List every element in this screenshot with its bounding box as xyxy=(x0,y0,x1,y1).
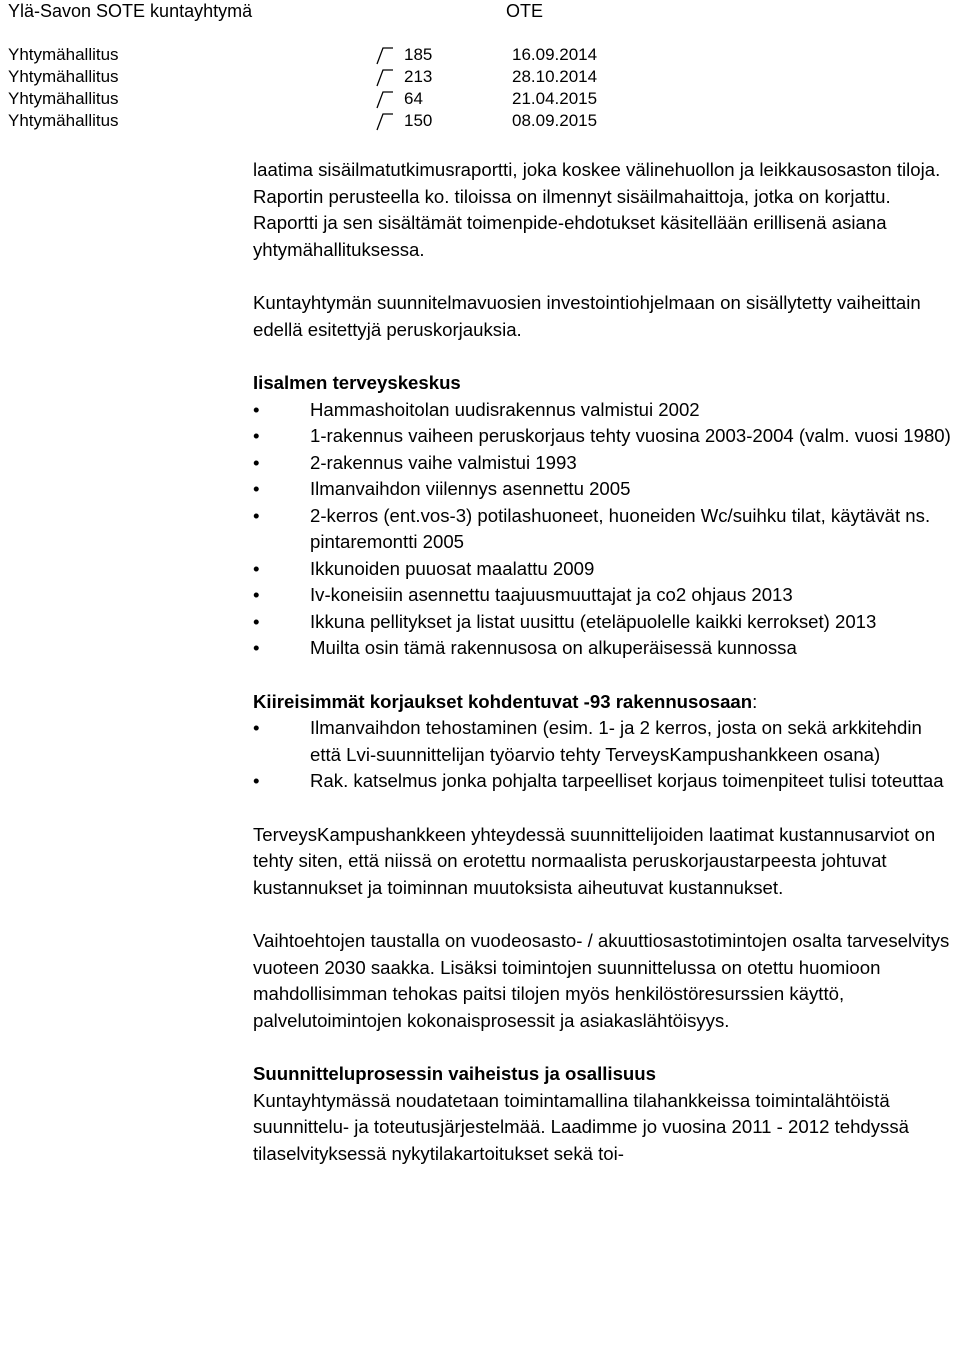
list-item xyxy=(253,423,953,450)
bullet-icon: • xyxy=(253,557,260,579)
bullet-icon: • xyxy=(253,478,260,499)
bullet-icon: • xyxy=(253,770,260,791)
list-item-text: Ilmanvaihdon viilennys asennettu 2005 xyxy=(310,478,631,499)
bullet-icon: • xyxy=(253,425,260,446)
list-item xyxy=(253,397,953,424)
bullet-list xyxy=(253,397,953,662)
bullet-icon: • xyxy=(253,504,260,526)
meeting-date: 21.04.2015 xyxy=(512,89,598,108)
bullet-icon: • xyxy=(253,451,260,473)
meeting-row xyxy=(8,88,648,110)
meeting-number: 213 xyxy=(404,67,433,86)
paragraph: TerveysKampushankkeen yhteydessä suunnittelijoiden laatimat kustannusarviot on tehty siten, että niissä on erotettu normaalista peruskorjaustarpeesta johtuvat kustannukset ja toiminnan muutoksista aiheutuvat kustannukset. xyxy=(253,823,936,898)
paragraph: Kuntayhtymän suunnitelmavuosien investointiohjelmaan on sisällytetty vaiheittain edellä esitettyjä peruskorjauksia. xyxy=(253,292,921,340)
paragraph: Kuntayhtymässä noudatetaan toimintamallina tilahankkeissa toimintalähtöistä suunnittelu- ja toteutusjärjestelmää. Laadimme jo vuosina 2011 - 2012 tehdyssä tilaselvityksessä nykytilakartoitukset sekä toi- xyxy=(253,1089,909,1164)
list-item-text: 2-rakennus vaihe valmistui 1993 xyxy=(310,451,577,473)
meeting-body: Yhtymähallitus xyxy=(8,89,119,108)
heading-colon: : xyxy=(752,690,758,712)
section-mark-icon xyxy=(376,47,394,65)
meeting-date: 28.10.2014 xyxy=(512,67,598,86)
header-organization: Ylä-Savon SOTE kuntayhtymä xyxy=(8,1,253,21)
bullet-icon: • xyxy=(253,398,260,420)
list-item xyxy=(253,582,953,609)
bullet-icon: • xyxy=(253,610,260,632)
meeting-date: 16.09.2014 xyxy=(512,45,598,64)
section-mark-icon xyxy=(376,113,394,131)
meeting-row xyxy=(8,110,648,132)
list-item-text: 2-kerros (ent.vos-3) potilashuoneet, huoneiden Wc/suihku tilat, käytävät ns. pintaremontti 2005 xyxy=(310,504,931,552)
list-item-text: Ilmanvaihdon tehostaminen (esim. 1- ja 2 kerros, josta on sekä arkkitehdin että Lvi-suunnittelijan työarvio tehty TerveysKampushankkeen osana) xyxy=(310,717,922,765)
section-mark-icon xyxy=(376,91,394,109)
list-item xyxy=(253,476,953,503)
list-item-text: Iv-koneisiin asennettu taajuusmuuttajat ja co2 ohjaus 2013 xyxy=(310,584,793,605)
list-item-text: Muilta osin tämä rakennusosa on alkuperäisessä kunnossa xyxy=(310,637,797,658)
list-item xyxy=(253,556,953,583)
meeting-number: 150 xyxy=(404,111,433,130)
bullet-icon: • xyxy=(253,637,260,658)
list-item-text: Ikkuna pellitykset ja listat uusittu (eteläpuolelle kaikki kerrokset) 2013 xyxy=(310,610,877,632)
paragraph: Vaihtoehtojen taustalla on vuodeosasto- / akuuttiosastotimintojen osalta tarveselvitys vuoteen 2030 saakka. Lisäksi toimintojen suunnittelussa on otettu huomioon mahdollisimman tehokas paitsi tilojen myös henkilöstöresurssien käyttö, palvelutoimintojen kokonaisprosessit ja asiakaslähtöisyys. xyxy=(253,930,950,1031)
list-item-text: Rak. katselmus jonka pohjalta tarpeelliset korjaus toimenpiteet tulisi toteuttaa xyxy=(310,770,944,791)
section-mark-icon xyxy=(376,69,394,87)
meeting-row xyxy=(8,66,648,88)
meeting-number: 64 xyxy=(404,89,423,108)
section-heading: Suunnitteluprosessin vaiheistus ja osallisuus xyxy=(253,1063,656,1084)
list-item xyxy=(253,450,953,477)
section-heading: Iisalmen terveyskeskus xyxy=(253,372,461,393)
header-doc-type: OTE xyxy=(506,1,544,21)
list-item xyxy=(253,609,953,636)
list-item xyxy=(253,503,953,556)
paragraph: laatima sisäilmatutkimusraportti, joka koskee välinehuollon ja leikkausosaston tiloja. Raportin perusteella ko. tiloissa on ilmennyt sisäilmahaittoja, jotka on korjattu. Raportti ja sen sisältämät toimenpide-ehdotukset käsitellään erillisenä asiana yhtymähallituksessa. xyxy=(253,159,941,260)
list-item xyxy=(253,635,953,662)
list-item-text: Ikkunoiden puuosat maalattu 2009 xyxy=(310,557,595,579)
bullet-list xyxy=(253,715,953,795)
list-item-text: 1-rakennus vaiheen peruskorjaus tehty vuosina 2003-2004 (valm. vuosi 1980) xyxy=(310,425,951,446)
bullet-icon: • xyxy=(253,717,260,738)
list-item xyxy=(253,768,953,795)
document-body xyxy=(253,157,953,1167)
list-item-text: Hammashoitolan uudisrakennus valmistui 2002 xyxy=(310,398,700,420)
section-heading xyxy=(253,689,953,716)
meeting-body: Yhtymähallitus xyxy=(8,45,119,64)
meeting-date: 08.09.2015 xyxy=(512,111,598,130)
meeting-row xyxy=(8,44,648,66)
bullet-icon: • xyxy=(253,584,260,605)
list-item xyxy=(253,715,953,768)
section-heading-text: Kiireisimmät korjaukset kohdentuvat -93 rakennusosaan xyxy=(253,690,753,712)
meeting-number: 185 xyxy=(404,45,433,64)
meeting-body: Yhtymähallitus xyxy=(8,111,119,130)
meeting-body: Yhtymähallitus xyxy=(8,67,119,86)
